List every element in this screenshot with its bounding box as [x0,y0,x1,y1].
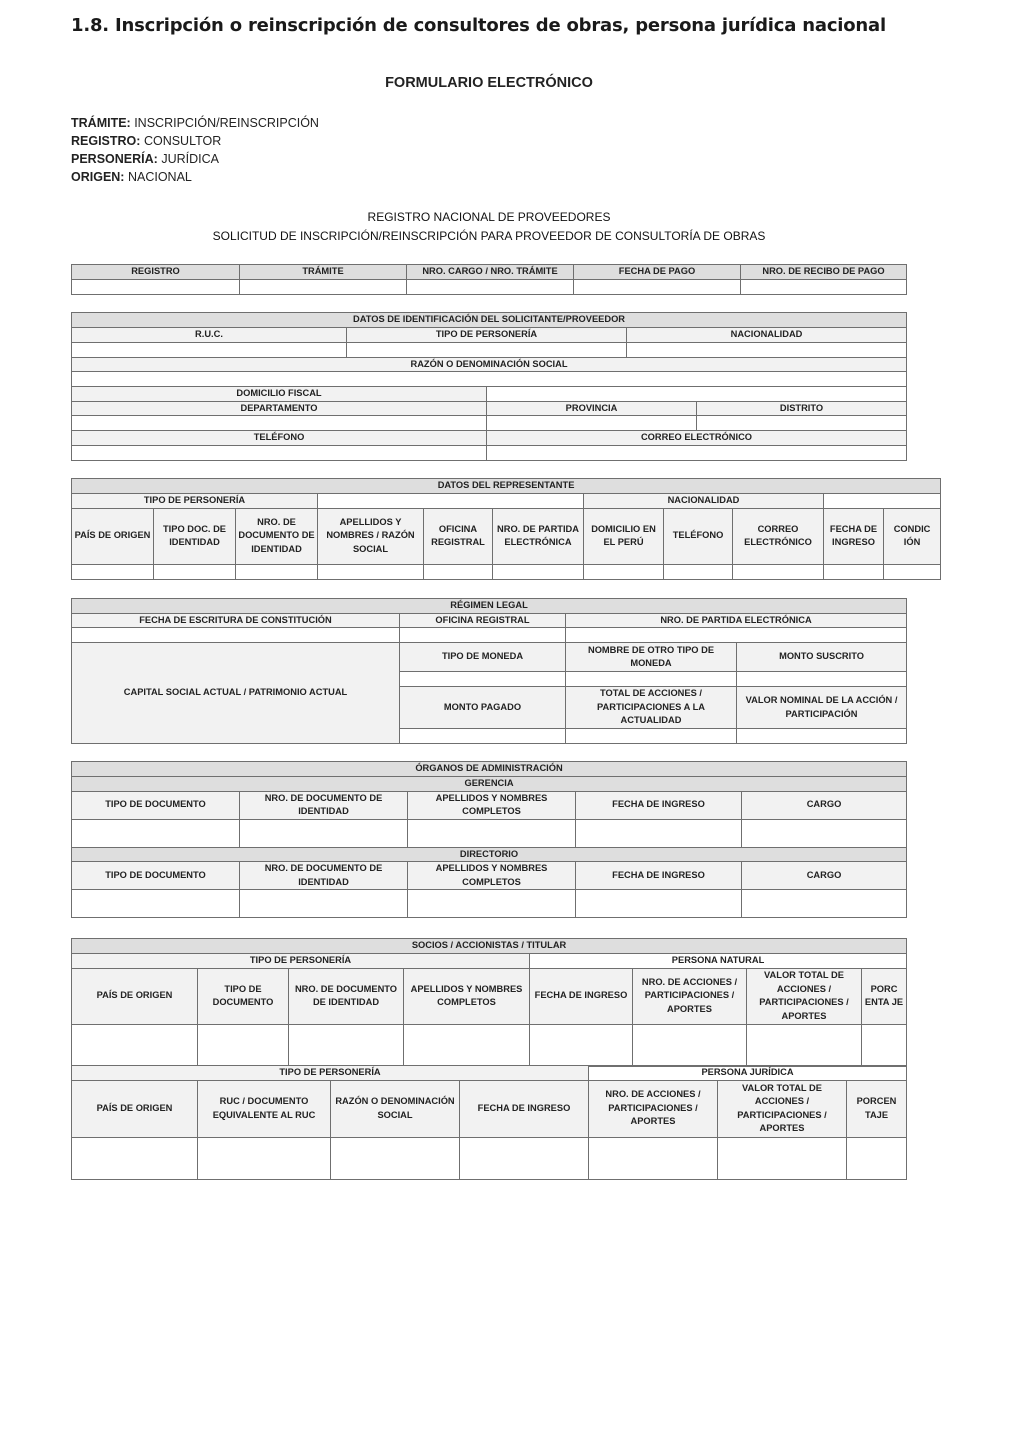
header-correo: CORREO ELECTRÓNICO [733,508,824,564]
capital-social-label: CAPITAL SOCIAL ACTUAL / PATRIMONIO ACTUAL [72,643,400,744]
organos-administracion-table [71,761,907,918]
natural-tipo-documento-field[interactable] [198,1024,289,1066]
natural-nro-documento-field[interactable] [289,1024,404,1066]
directorio-tipo-documento-field[interactable] [72,890,240,918]
otro-moneda-label: NOMBRE DE OTRO TIPO DE MONEDA [566,643,737,672]
header-domicilio: DOMICILIO EN EL PERÚ [584,508,664,564]
meta-value: NACIONAL [127,170,192,184]
header-oficina-registral: OFICINA REGISTRAL [424,508,493,564]
meta-value: INSCRIPCIÓN/REINSCRIPCIÓN [134,116,319,130]
natural-porcentaje-field[interactable] [862,1024,907,1066]
tipo-personeria-label: TIPO DE PERSONERÍA [72,1066,589,1081]
header-apellidos-nombres: APELLIDOS Y NOMBRES COMPLETOS [404,968,530,1024]
header-fecha-ingreso: FECHA DE INGRESO [530,968,633,1024]
juridica-nro-acciones-field[interactable] [589,1137,718,1179]
directorio-apellidos-field[interactable] [408,890,576,918]
directorio-cargo-field[interactable] [742,890,907,918]
meta-value: CONSULTOR [143,134,222,148]
monto-pagado-label: MONTO PAGADO [400,687,566,729]
natural-apellidos-field[interactable] [404,1024,530,1066]
monto-suscrito-label: MONTO SUSCRITO [737,643,907,672]
juridica-ruc-field[interactable] [198,1137,331,1179]
domicilio-field[interactable] [584,564,664,579]
juridica-valor-total-field[interactable] [718,1137,847,1179]
persona-juridica-label: PERSONA JURÍDICA [589,1066,907,1081]
juridica-fecha-ingreso-field[interactable] [460,1137,589,1179]
gerencia-fecha-ingreso-field[interactable] [576,819,742,847]
directorio-subtitle: DIRECTORIO [72,847,907,862]
nro-cargo-field[interactable] [407,280,574,295]
tipo-personeria-label: TIPO DE PERSONERÍA [347,328,627,343]
meta-label: PERSONERÍA: [71,152,158,166]
form-title: FORMULARIO ELECTRÓNICO [385,75,593,91]
tipo-doc-field[interactable] [154,564,236,579]
gerencia-nro-documento-field[interactable] [240,819,408,847]
fecha-ingreso-field[interactable] [824,564,884,579]
representante-table [71,478,941,580]
razon-social-field[interactable] [72,372,907,387]
correo-field[interactable] [487,445,907,460]
socios-natural-table [71,938,907,1067]
monto-pagado-field[interactable] [400,729,566,744]
ruc-label: R.U.C. [72,328,347,343]
meta-registro [71,132,319,150]
directorio-fecha-ingreso-field[interactable] [576,890,742,918]
header-cargo: CARGO [742,862,907,890]
natural-fecha-ingreso-field[interactable] [530,1024,633,1066]
meta-label: TRÁMITE: [71,116,131,130]
oficina-registral-label: OFICINA REGISTRAL [400,613,566,628]
nro-documento-field[interactable] [236,564,318,579]
header-nro-cargo: NRO. CARGO / NRO. TRÁMITE [407,265,574,280]
header-valor-total: VALOR TOTAL DE ACCIONES / PARTICIPACIONES / APORTES [747,968,862,1024]
oficina-registral-field[interactable] [400,628,566,643]
natural-pais-origen-field[interactable] [72,1024,198,1066]
total-acciones-label: TOTAL DE ACCIONES / PARTICIPACIONES A LA ACTUALIDAD [566,687,737,729]
nacionalidad-label: NACIONALIDAD [584,494,824,509]
header-pais-origen: PAÍS DE ORIGEN [72,1080,198,1137]
header-registro: REGISTRO [72,265,240,280]
header-nro-acciones: NRO. DE ACCIONES / PARTICIPACIONES / APORTES [589,1080,718,1137]
header-nro-documento: NRO. DE DOCUMENTO DE IDENTIDAD [240,862,408,890]
header-condicion: CONDIC IÓN [884,508,941,564]
header-tipo-documento: TIPO DE DOCUMENTO [198,968,289,1024]
nacionalidad-field[interactable] [824,494,941,509]
header-tipo-documento: TIPO DE DOCUMENTO [72,862,240,890]
gerencia-subtitle: GERENCIA [72,777,907,792]
section-title: DATOS DEL REPRESENTANTE [72,479,941,494]
header-pais-origen: PAÍS DE ORIGEN [72,508,154,564]
registro-field[interactable] [72,280,240,295]
oficina-registral-field[interactable] [424,564,493,579]
header-tramite: TRÁMITE [240,265,407,280]
header-nro-recibo: NRO. DE RECIBO DE PAGO [741,265,907,280]
header-razon-social: RAZÓN O DENOMINACIÓN SOCIAL [331,1080,460,1137]
tipo-moneda-field[interactable] [400,672,566,687]
header-nro-documento: NRO. DE DOCUMENTO DE IDENTIDAD [289,968,404,1024]
gerencia-tipo-documento-field[interactable] [72,819,240,847]
section-title: SOCIOS / ACCIONISTAS / TITULAR [72,939,907,954]
header-nro-documento: NRO. DE DOCUMENTO DE IDENTIDAD [236,508,318,564]
header-pais-origen: PAÍS DE ORIGEN [72,968,198,1024]
fecha-escritura-label: FECHA DE ESCRITURA DE CONSTITUCIÓN [72,613,400,628]
solicitante-table [71,312,907,461]
gerencia-cargo-field[interactable] [742,819,907,847]
header-nro-partida: NRO. DE PARTIDA ELECTRÓNICA [493,508,584,564]
total-acciones-field[interactable] [566,729,737,744]
nro-partida-field[interactable] [493,564,584,579]
header-fecha-ingreso: FECHA DE INGRESO [824,508,884,564]
correo-field[interactable] [733,564,824,579]
persona-natural-label: PERSONA NATURAL [530,954,907,969]
fecha-pago-field[interactable] [574,280,741,295]
domicilio-fiscal-label: DOMICILIO FISCAL [72,387,487,402]
header-apellidos-nombres: APELLIDOS Y NOMBRES / RAZÓN SOCIAL [318,508,424,564]
distrito-field[interactable] [697,416,907,431]
request-title: SOLICITUD DE INSCRIPCIÓN/REINSCRIPCIÓN PARA PROVEEDOR DE CONSULTORÍA DE OBRAS [212,229,766,243]
header-fecha-ingreso: FECHA DE INGRESO [576,791,742,819]
meta-tramite [71,114,319,132]
header-tipo-documento: TIPO DE DOCUMENTO [72,791,240,819]
header-apellidos-nombres: APELLIDOS Y NOMBRES COMPLETOS [408,791,576,819]
valor-nominal-field[interactable] [737,729,907,744]
monto-suscrito-field[interactable] [737,672,907,687]
meta-label: ORIGEN: [71,170,125,184]
nro-recibo-field[interactable] [741,280,907,295]
valor-nominal-label: VALOR NOMINAL DE LA ACCIÓN / PARTICIPACIÓN [737,687,907,729]
header-fecha-pago: FECHA DE PAGO [574,265,741,280]
header-tipo-doc: TIPO DOC. DE IDENTIDAD [154,508,236,564]
nacionalidad-label: NACIONALIDAD [627,328,907,343]
distrito-label: DISTRITO [697,401,907,416]
juridica-razon-social-field[interactable] [331,1137,460,1179]
tramite-table [71,264,907,295]
socios-juridica-table [71,1065,907,1180]
form-meta [71,114,319,186]
meta-value: JURÍDICA [161,152,219,166]
directorio-nro-documento-field[interactable] [240,890,408,918]
section-title: DATOS DE IDENTIFICACIÓN DEL SOLICITANTE/PROVEEDOR [72,313,907,328]
fecha-escritura-field[interactable] [72,628,400,643]
tramite-field[interactable] [240,280,407,295]
header-nro-acciones: NRO. DE ACCIONES / PARTICIPACIONES / APORTES [633,968,747,1024]
header-cargo: CARGO [742,791,907,819]
provincia-field[interactable] [487,416,697,431]
telefono-label: TELÉFONO [72,431,487,446]
domicilio-fiscal-field[interactable] [487,387,907,402]
correo-label: CORREO ELECTRÓNICO [487,431,907,446]
tipo-personeria-field[interactable] [318,494,584,509]
juridica-porcentaje-field[interactable] [847,1137,907,1179]
ruc-field[interactable] [72,342,347,357]
condicion-field[interactable] [884,564,941,579]
meta-label: REGISTRO: [71,134,141,148]
header-ruc: RUC / DOCUMENTO EQUIVALENTE AL RUC [198,1080,331,1137]
nro-partida-field[interactable] [566,628,907,643]
telefono-field[interactable] [72,445,487,460]
section-title: ÓRGANOS DE ADMINISTRACIÓN [72,762,907,777]
pais-origen-field[interactable] [72,564,154,579]
departamento-label: DEPARTAMENTO [72,401,487,416]
header-telefono: TELÉFONO [664,508,733,564]
section-title: RÉGIMEN LEGAL [72,599,907,614]
page-title: 1.8. Inscripción o reinscripción de consultores de obras, persona jurídica nacional [71,15,886,36]
nacionalidad-field[interactable] [627,342,907,357]
meta-origen [71,168,319,186]
apellidos-nombres-field[interactable] [318,564,424,579]
otro-moneda-field[interactable] [566,672,737,687]
meta-personeria [71,150,319,168]
tipo-personeria-label: TIPO DE PERSONERÍA [72,494,318,509]
razon-social-label: RAZÓN O DENOMINACIÓN SOCIAL [72,357,907,372]
header-porcentaje: PORCEN TAJE [847,1080,907,1137]
tipo-personeria-field[interactable] [347,342,627,357]
gerencia-apellidos-field[interactable] [408,819,576,847]
registry-title: REGISTRO NACIONAL DE PROVEEDORES [367,210,611,224]
regimen-legal-table [71,598,907,744]
departamento-field[interactable] [72,416,487,431]
header-valor-total: VALOR TOTAL DE ACCIONES / PARTICIPACIONES / APORTES [718,1080,847,1137]
tipo-moneda-label: TIPO DE MONEDA [400,643,566,672]
telefono-field[interactable] [664,564,733,579]
tipo-personeria-label: TIPO DE PERSONERÍA [72,954,530,969]
nro-partida-label: NRO. DE PARTIDA ELECTRÓNICA [566,613,907,628]
header-porcentaje: PORC ENTA JE [862,968,907,1024]
header-fecha-ingreso: FECHA DE INGRESO [460,1080,589,1137]
header-apellidos-nombres: APELLIDOS Y NOMBRES COMPLETOS [408,862,576,890]
header-nro-documento: NRO. DE DOCUMENTO DE IDENTIDAD [240,791,408,819]
provincia-label: PROVINCIA [487,401,697,416]
header-fecha-ingreso: FECHA DE INGRESO [576,862,742,890]
juridica-pais-origen-field[interactable] [72,1137,198,1179]
natural-valor-total-field[interactable] [747,1024,862,1066]
natural-nro-acciones-field[interactable] [633,1024,747,1066]
